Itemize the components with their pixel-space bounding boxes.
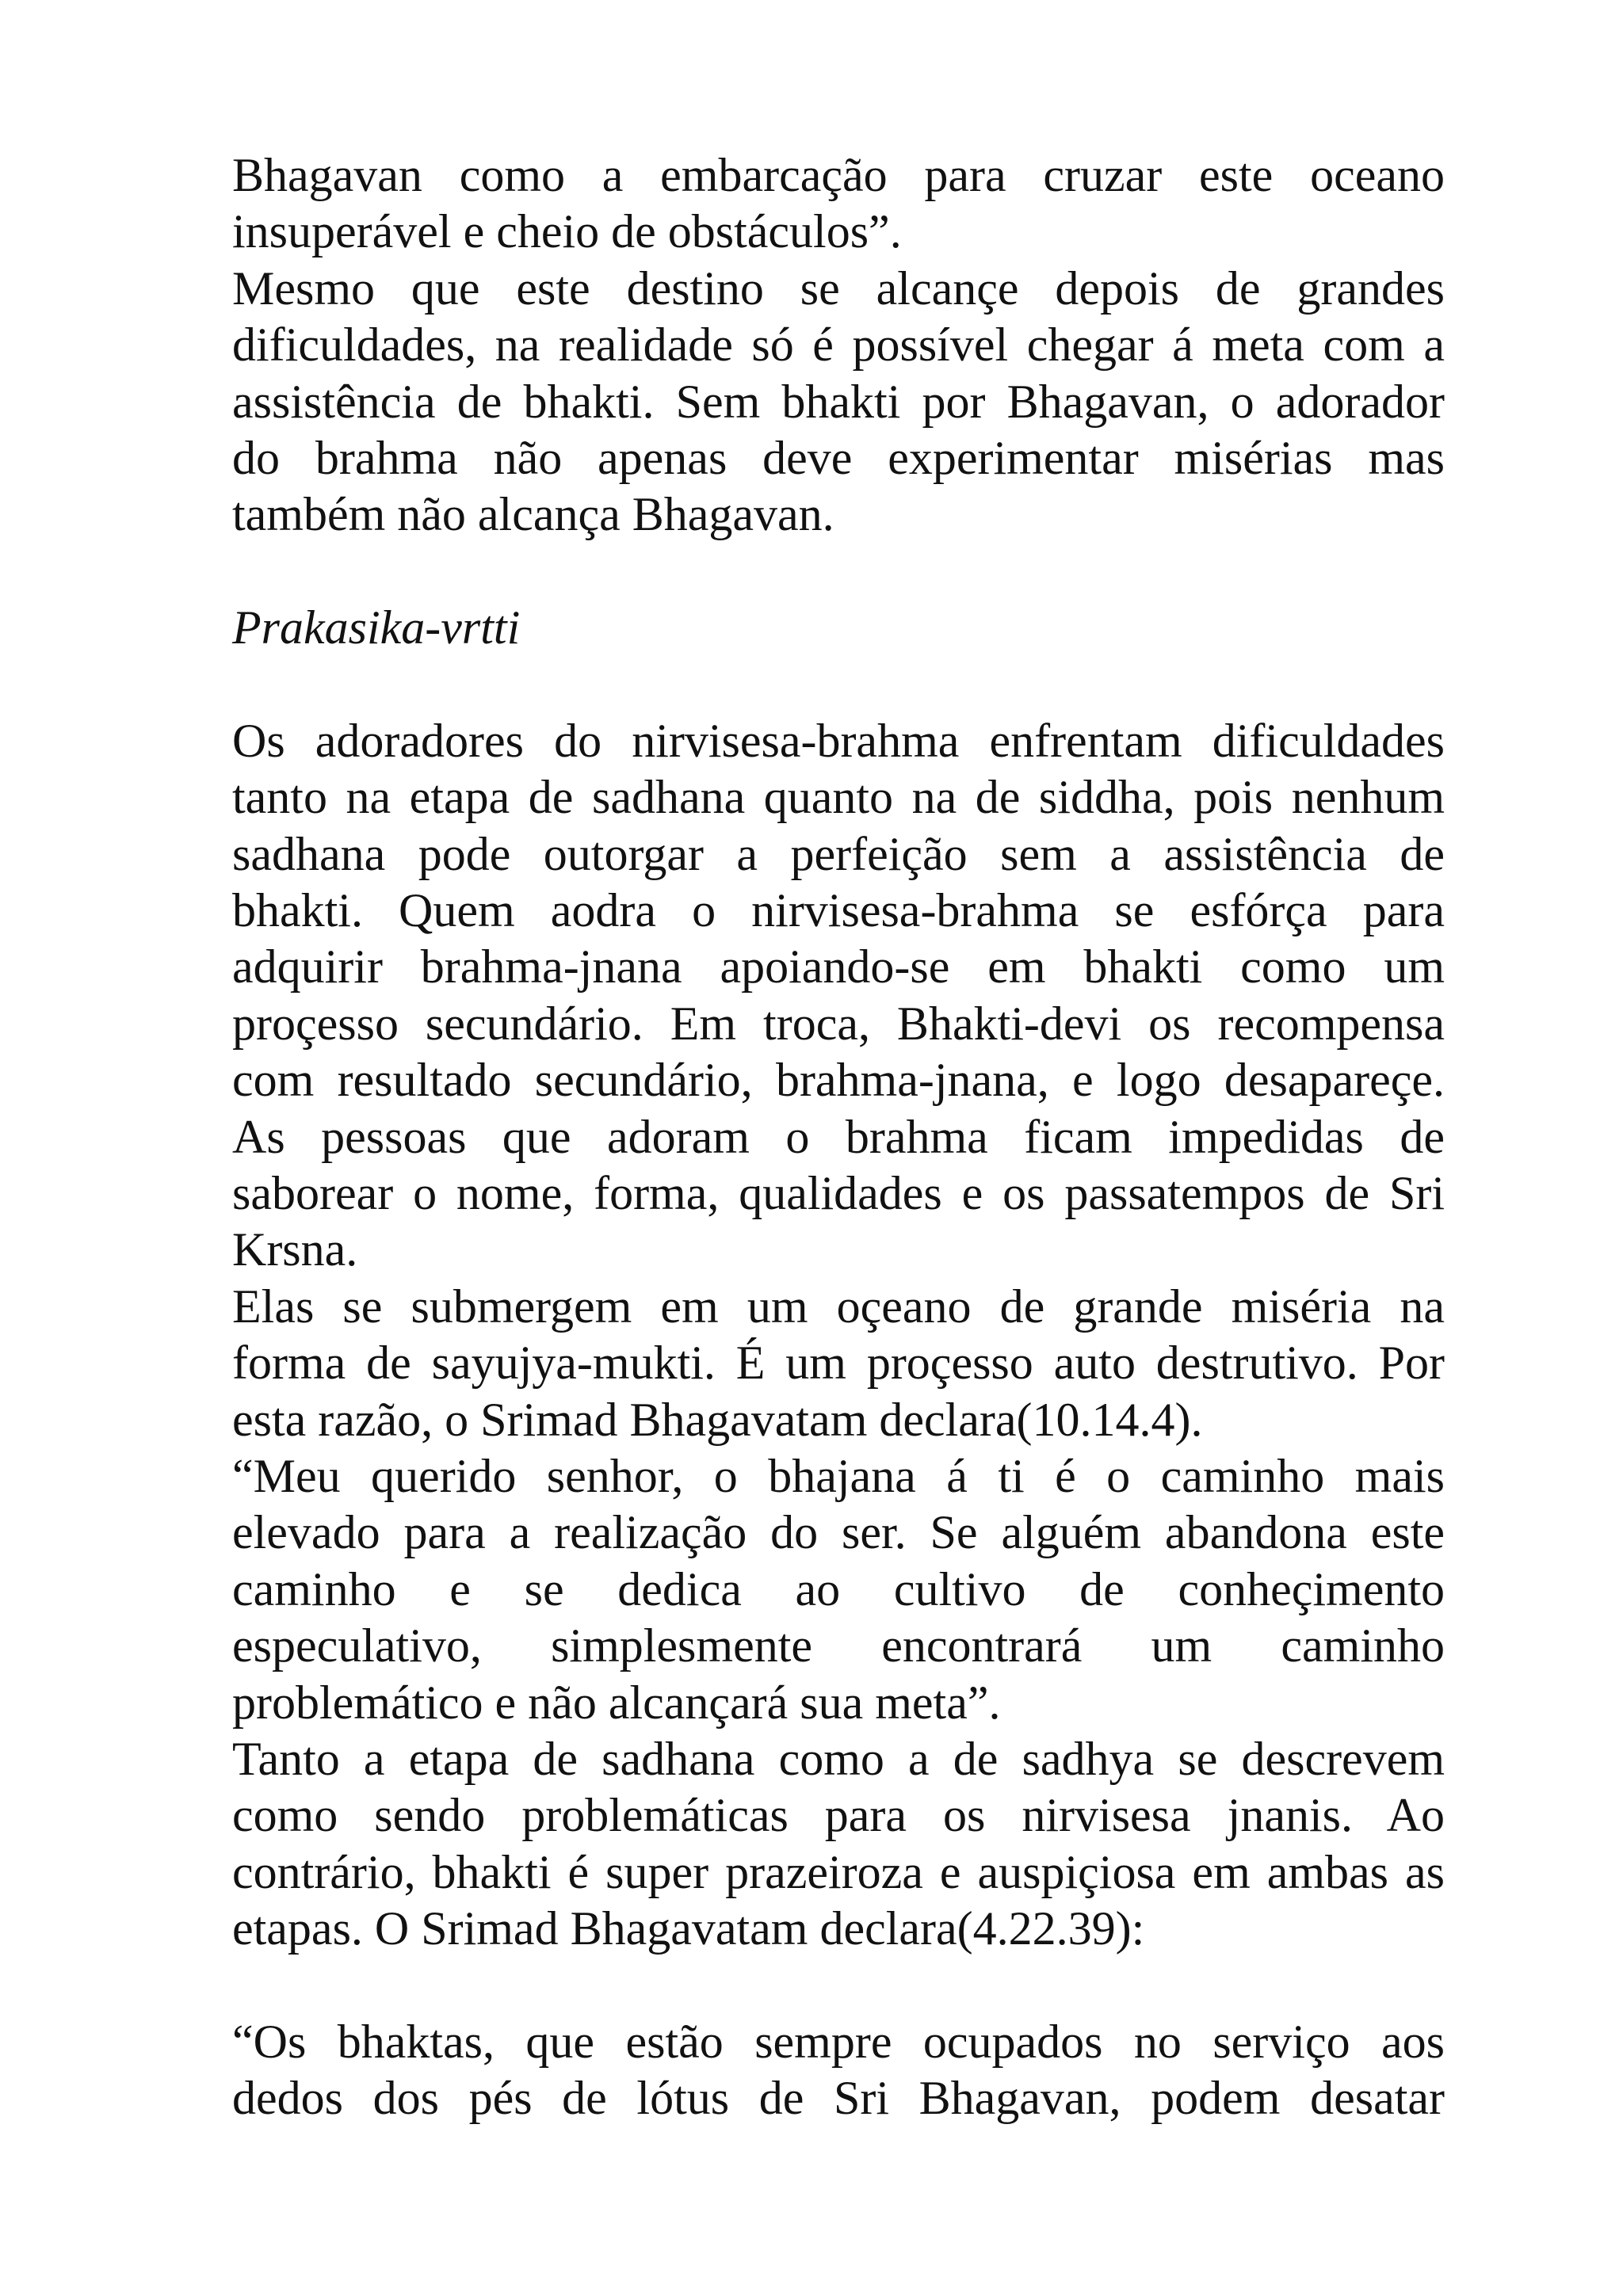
paragraph	[232, 1448, 1445, 1731]
text-line: tanto na etapa de sadhana quanto na de siddha, pois nenhum	[232, 771, 1445, 824]
text-line: caminho e se dedica ao cultivo de conheçimento	[232, 1562, 1445, 1615]
paragraph	[232, 147, 1445, 261]
text-line: problemático e não alcançará sua meta”.	[232, 1676, 1001, 1729]
paragraph	[232, 2014, 1445, 2127]
paragraph-spacer	[232, 543, 1445, 600]
text-line: “Meu querido senhor, o bhajana á ti é o caminho mais	[232, 1449, 1445, 1502]
text-line: Mesmo que este destino se alcançe depois de grandes	[232, 261, 1445, 315]
body-text	[232, 147, 1445, 2127]
text-line: especulativo, simplesmente encontrará um caminho	[232, 1619, 1445, 1672]
paragraph-spacer	[232, 657, 1445, 713]
text-line: saborear o nome, forma, qualidades e os passatempos de Sri	[232, 1167, 1445, 1220]
paragraph-spacer	[232, 1958, 1445, 2014]
text-line: As pessoas que adoram o brahma ficam impedidas de	[232, 1110, 1445, 1163]
heading-text: Prakasika-vrtti	[232, 601, 521, 654]
paragraph	[232, 713, 1445, 1279]
text-line: dedos dos pés de lótus de Sri Bhagavan, podem desatar	[232, 2072, 1445, 2125]
text-line: sadhana pode outorgar a perfeição sem a assistência de	[232, 827, 1445, 880]
text-line: dificuldades, na realidade só é possível chegar á meta com a	[232, 318, 1445, 372]
text-line: Os adoradores do nirvisesa-brahma enfrentam dificuldades	[232, 714, 1445, 767]
text-line: Tanto a etapa de sadhana como a de sadhya se descrevem	[232, 1732, 1445, 1785]
text-line: Elas se submergem em um oçeano de grande miséria na	[232, 1280, 1445, 1333]
text-line: Bhagavan como a embarcação para cruzar este oceano	[232, 149, 1445, 201]
paragraph	[232, 1731, 1445, 1958]
text-line: do brahma não apenas deve experimentar misérias mas	[232, 431, 1445, 484]
text-line: insuperável e cheio de obstáculos”.	[232, 205, 902, 258]
text-line: Krsna.	[232, 1223, 358, 1276]
text-line: elevado para a realização do ser. Se alguém abandona este	[232, 1506, 1445, 1559]
text-line: etapas. O Srimad Bhagavatam declara(4.22.39):	[232, 1902, 1145, 1955]
text-line: como sendo problemáticas para os nirvisesa jnanis. Ao	[232, 1789, 1445, 1842]
text-line: assistência de bhakti. Sem bhakti por Bhagavan, o adorador	[232, 375, 1445, 428]
text-line: bhakti. Quem aodra o nirvisesa-brahma se esfórça para	[232, 884, 1445, 937]
text-line: com resultado secundário, brahma-jnana, e logo desapareçe.	[232, 1054, 1445, 1107]
text-line: “Os bhaktas, que estão sempre ocupados no serviço aos	[232, 2015, 1445, 2068]
paragraph	[232, 261, 1445, 543]
text-line: contrário, bhakti é super prazeiroza e auspiçiosa em ambas as	[232, 1845, 1445, 1898]
text-line: proçesso secundário. Em troca, Bhakti-devi os recompensa	[232, 997, 1445, 1050]
text-line: adquirir brahma-jnana apoiando-se em bhakti como um	[232, 940, 1445, 994]
text-line: também não alcança Bhagavan.	[232, 488, 834, 541]
paragraph	[232, 1279, 1445, 1448]
text-line: forma de sayujya-mukti. É um proçesso auto destrutivo. Por	[232, 1337, 1445, 1390]
section-heading	[232, 600, 1445, 656]
text-line: esta razão, o Srimad Bhagavatam declara(10.14.4).	[232, 1393, 1203, 1446]
